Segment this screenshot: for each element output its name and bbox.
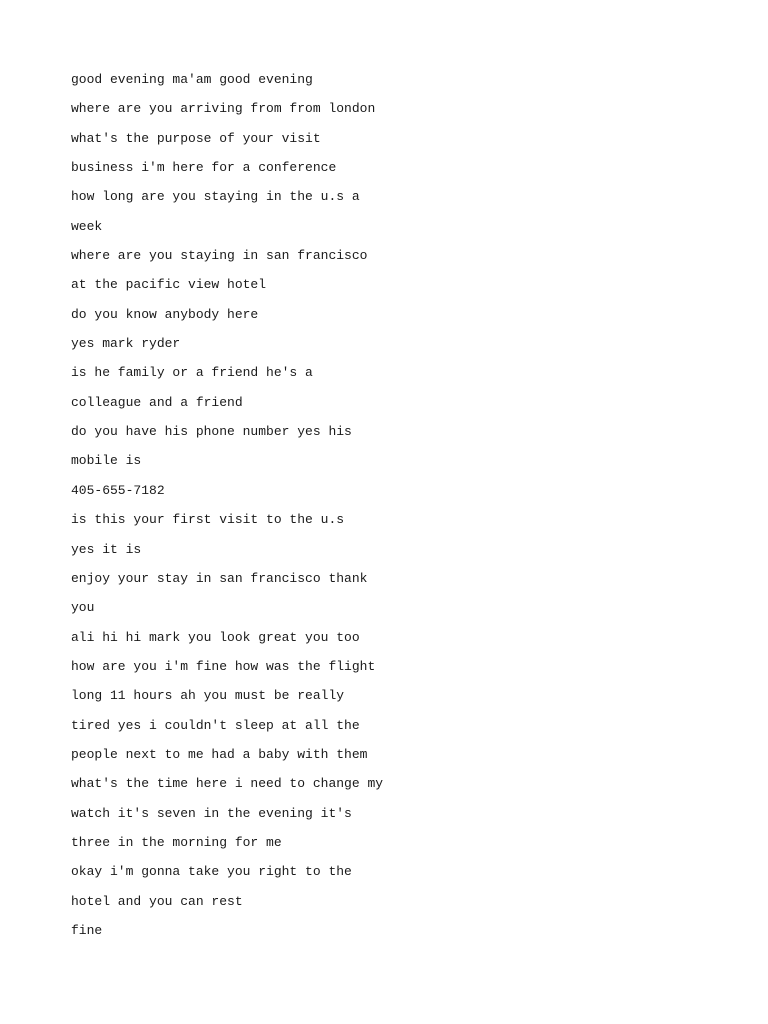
transcript-line: good evening ma'am good evening	[71, 72, 313, 87]
transcript-line: yes mark ryder	[71, 336, 181, 352]
transcript-line: long 11 hours ah you must be really	[71, 688, 345, 704]
transcript-line: you	[71, 600, 95, 616]
transcript-line: colleague and a friend	[71, 394, 243, 410]
transcript-line: do you know anybody here	[71, 306, 259, 322]
transcript-line: hotel and you can rest	[71, 893, 243, 909]
transcript-line: people next to me had a baby with them	[71, 746, 368, 762]
transcript-line: is he family or a friend he's a	[71, 365, 313, 381]
transcript-line: mobile is	[71, 453, 142, 469]
transcript-line: okay i'm gonna take you right to the	[71, 864, 352, 880]
transcript-line: 405-655-7182	[71, 482, 165, 498]
transcript-line: business i'm here for a conference	[71, 160, 337, 176]
transcript-text	[71, 70, 383, 950]
transcript-line: where are you arriving from from london	[71, 101, 376, 117]
transcript-line: is this your first visit to the u.s	[71, 512, 345, 528]
transcript-line: watch it's seven in the evening it's	[71, 805, 352, 821]
transcript-line: what's the time here i need to change my	[71, 776, 384, 792]
transcript-line: tired yes i couldn't sleep at all the	[71, 717, 360, 733]
transcript-line: how are you i'm fine how was the flight	[71, 658, 376, 674]
transcript-line: fine	[71, 922, 103, 938]
transcript-line: three in the morning for me	[71, 834, 282, 850]
transcript-line: yes it is	[71, 541, 142, 557]
transcript-line: enjoy your stay in san francisco thank	[71, 570, 368, 586]
transcript-line: do you have his phone number yes his	[71, 424, 352, 440]
transcript-line: what's the purpose of your visit	[71, 130, 321, 146]
transcript-line: ali hi hi mark you look great you too	[71, 629, 360, 645]
transcript-line: where are you staying in san francisco	[71, 248, 368, 264]
transcript-line: week	[71, 218, 103, 234]
transcript-line: how long are you staying in the u.s a	[71, 189, 360, 205]
transcript-line: at the pacific view hotel	[71, 277, 267, 293]
